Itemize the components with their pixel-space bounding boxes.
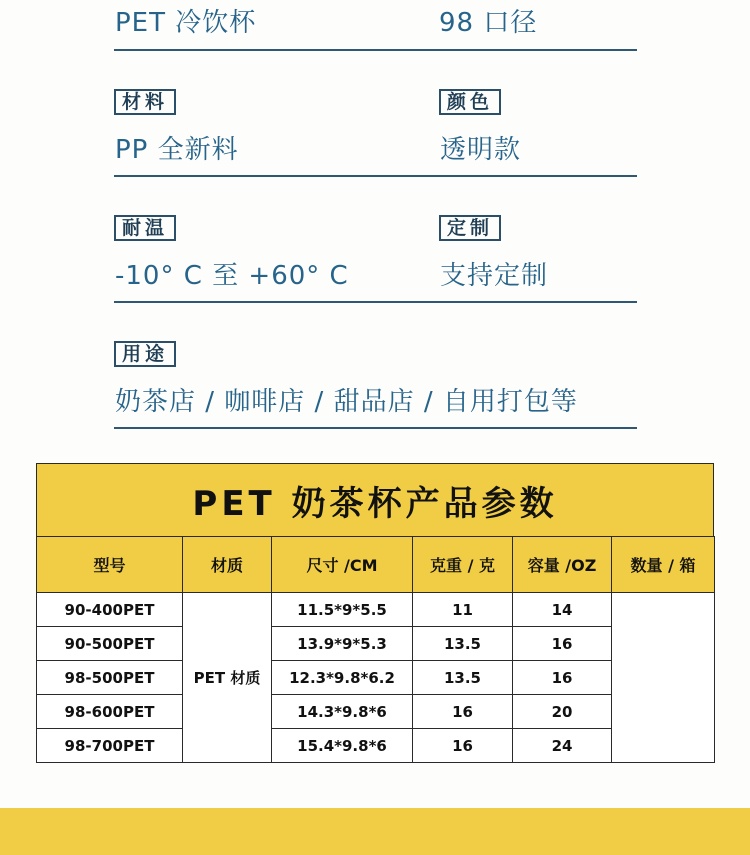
cell-material-merged: PET 材质 [183,593,272,763]
usage-value: 奶茶店 / 咖啡店 / 甜品店 / 自用打包等 [115,387,578,417]
cell-model: 90-400PET [37,593,183,627]
material-value: PP 全新料 [115,135,239,165]
spec-usage [114,341,578,417]
spec-color [439,89,522,165]
params-title: PET 奶茶杯产品参数 [192,483,558,524]
cell-size: 11.5*9*5.5 [272,593,413,627]
product-type-value: PET 冷饮杯 [115,8,257,38]
cell-model: 98-500PET [37,661,183,695]
col-header-material: 材质 [183,537,272,593]
caliber-value: 98 口径 [439,8,538,38]
cell-capacity: 16 [513,661,612,695]
divider-4 [114,427,637,429]
cell-capacity: 14 [513,593,612,627]
col-header-quantity: 数量 / 箱 [612,537,715,593]
spec-heat-resistance [114,215,349,291]
cell-size: 13.9*9*5.3 [272,627,413,661]
heat-label: 耐温 [114,215,176,241]
cell-model: 98-700PET [37,729,183,763]
divider-3 [114,301,637,303]
cell-model: 90-500PET [37,627,183,661]
cell-weight: 11 [413,593,513,627]
usage-label: 用途 [114,341,176,367]
col-header-weight: 克重 / 克 [413,537,513,593]
material-label: 材料 [114,89,176,115]
cell-capacity: 20 [513,695,612,729]
custom-value: 支持定制 [440,261,549,291]
cell-quantity-merged [612,593,715,763]
cell-size: 15.4*9.8*6 [272,729,413,763]
cell-size: 14.3*9.8*6 [272,695,413,729]
params-title-bar [36,463,714,537]
bottom-yellow-band [0,808,750,855]
cell-weight: 16 [413,729,513,763]
header-row [37,537,715,593]
heat-value: -10° C 至 +60° C [115,261,349,291]
cell-weight: 16 [413,695,513,729]
spec-customization [439,215,549,291]
cell-model: 98-600PET [37,695,183,729]
table-row [37,593,715,627]
divider-2 [114,175,637,177]
params-grid [36,536,715,763]
col-header-size: 尺寸 /CM [272,537,413,593]
col-header-capacity: 容量 /OZ [513,537,612,593]
product-params-table [36,463,714,763]
divider-1 [114,49,637,51]
cell-size: 12.3*9.8*6.2 [272,661,413,695]
col-header-model: 型号 [37,537,183,593]
spec-material [114,89,239,165]
cell-weight: 13.5 [413,627,513,661]
cell-capacity: 24 [513,729,612,763]
cell-capacity: 16 [513,627,612,661]
cell-weight: 13.5 [413,661,513,695]
custom-label: 定制 [439,215,501,241]
color-label: 颜色 [439,89,501,115]
color-value: 透明款 [440,135,522,165]
